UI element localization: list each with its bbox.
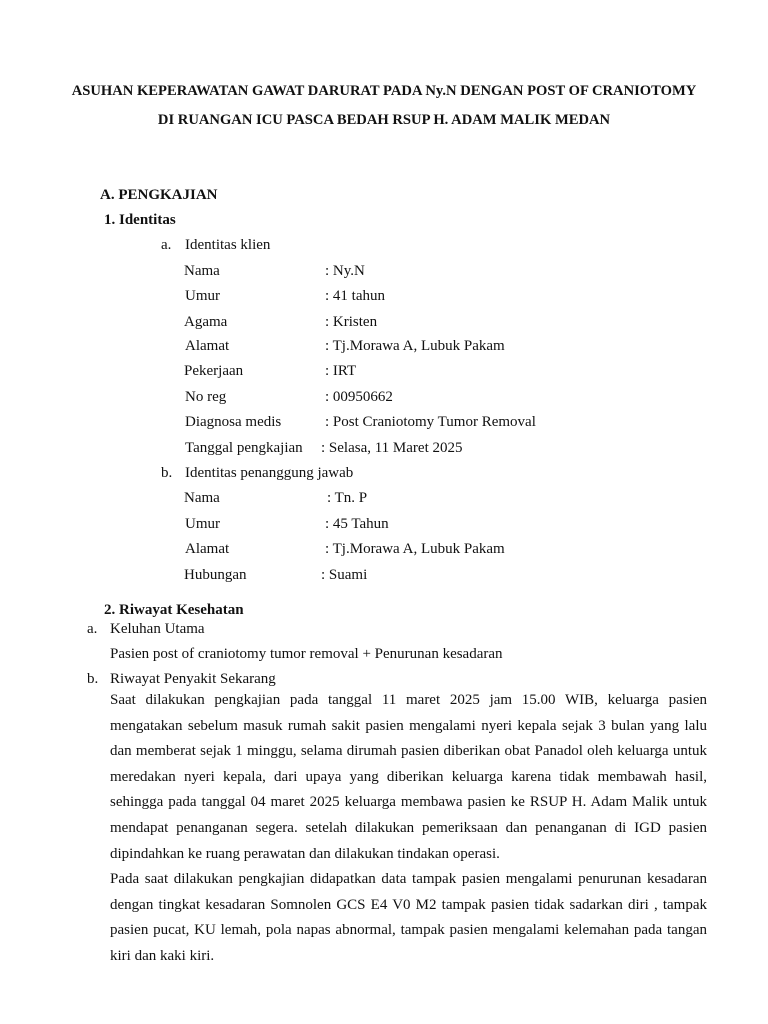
field-label-umur: Umur [185, 288, 220, 304]
document-title-line-2: DI RUANGAN ICU PASCA BEDAH RSUP H. ADAM MALIK MEDAN [157, 112, 611, 128]
field-value-no-reg: : 00950662 [325, 389, 393, 405]
field-label-pekerjaan: Pekerjaan [184, 363, 244, 379]
keluhan-utama-text: Pasien post of craniotomy tumor removal + Penurunan kesadaran [110, 646, 503, 662]
identitas-penanggung-label: Identitas penanggung jawab [185, 465, 354, 481]
field-value-nama: : Ny.N [325, 263, 365, 279]
field-value-pj-umur: : 45 Tahun [325, 516, 389, 532]
riwayat-paragraph-1: Saat dilakukan pengkajian pada tanggal 11 maret 2025 jam 15.00 WIB, keluarga pasien mengatakan sebelum masuk rumah sakit pasien mengalami nyeri kepala sejak 3 bulan yang lalu dan memberat sejak 1 minggu, selama dirumah pasien diberikan obat Panadol oleh keluarga untuk meredakan nyeri kepala, dari upaya yang diberikan keluarga karena tidak membawah hasil, sehingga pada tanggal 04 maret 2025 keluarga membawa pasien ke RSUP H. Adam Malik untuk mendapat penanganan segera. setelah dilakukan pemeriksaan dan penanganan di IGD pasien dipindahkan ke ruang perawatan dan dilakukan tindakan operasi. [110, 692, 707, 862]
field-value-agama: : Kristen [325, 314, 378, 330]
field-value-alamat: : Tj.Morawa A, Lubuk Pakam [325, 338, 505, 354]
field-value-pekerjaan: : IRT [325, 363, 357, 379]
list-marker-b: b. [161, 465, 173, 481]
field-label-alamat: Alamat [185, 338, 230, 354]
list-marker-keluhan: a. [87, 621, 98, 637]
field-value-umur: : 41 tahun [325, 288, 385, 304]
subsection-heading-identitas: 1. Identitas [104, 212, 176, 228]
field-label-pj-nama: Nama [184, 490, 220, 506]
riwayat-penyakit-sekarang-body [110, 688, 707, 970]
field-label-tanggal-pengkajian: Tanggal pengkajian [185, 440, 303, 456]
subsection-heading-riwayat-kesehatan: 2. Riwayat Kesehatan [104, 602, 244, 618]
identitas-klien-label: Identitas klien [185, 237, 271, 253]
field-value-pj-nama: : Tn. P [327, 490, 368, 506]
field-label-agama: Agama [184, 314, 228, 330]
field-label-diagnosa-medis: Diagnosa medis [185, 414, 282, 430]
list-marker-riwayat-sekarang: b. [87, 671, 99, 687]
field-label-pj-hubungan: Hubungan [184, 567, 247, 583]
document-title-line-1: ASUHAN KEPERAWATAN GAWAT DARURAT PADA Ny.N DENGAN POST OF CRANIOTOMY [71, 83, 697, 99]
riwayat-paragraph-2: Pada saat dilakukan pengkajian didapatkan data tampak pasien mengalami penurunan kesadaran dengan tingkat kesadaran Somnolen GCS E4 V0 M2 tampak pasien tidak sadarkan diri , tampak pasien pucat, KU lemah, pola napas abnormal, tampak pasien mengalami kelemahan pada tangan kiri dan kaki kiri. [110, 871, 707, 964]
field-label-nama: Nama [184, 263, 220, 279]
field-label-no-reg: No reg [185, 389, 227, 405]
field-value-tanggal-pengkajian: : Selasa, 11 Maret 2025 [321, 440, 463, 456]
list-marker-a: a. [161, 237, 172, 253]
field-label-pj-alamat: Alamat [185, 541, 230, 557]
field-label-pj-umur: Umur [185, 516, 220, 532]
field-value-pj-hubungan: : Suami [321, 567, 368, 583]
field-value-diagnosa-medis: : Post Craniotomy Tumor Removal [325, 414, 536, 430]
keluhan-utama-label: Keluhan Utama [110, 621, 205, 637]
section-heading-pengkajian: A. PENGKAJIAN [100, 187, 218, 203]
riwayat-penyakit-sekarang-label: Riwayat Penyakit Sekarang [110, 671, 276, 687]
field-value-pj-alamat: : Tj.Morawa A, Lubuk Pakam [325, 541, 505, 557]
